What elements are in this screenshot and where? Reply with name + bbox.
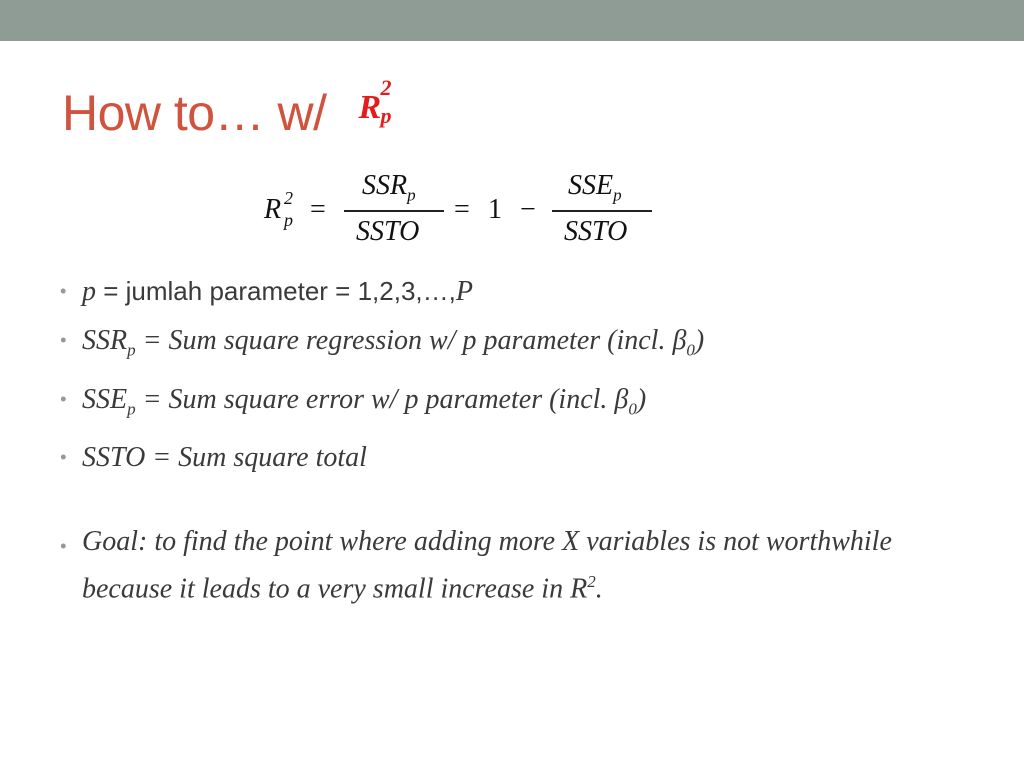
top-accent-bar bbox=[0, 0, 1024, 41]
formula-equals-2: = bbox=[454, 194, 470, 225]
bullet-ssrp-beta: β bbox=[672, 325, 687, 356]
bullet-ssep-sub: p bbox=[127, 399, 136, 419]
frac1-num-sub: p bbox=[407, 185, 416, 205]
bullet-ssto-text: SSTO = Sum square total bbox=[82, 442, 367, 474]
bullet-ssrp-beta-sub: 0 bbox=[686, 340, 695, 360]
frac1-num-base: SSR bbox=[362, 170, 408, 201]
title-math-r2p bbox=[358, 75, 392, 128]
frac2-denominator: SSTO bbox=[564, 216, 628, 247]
bullet-dot: • bbox=[60, 447, 67, 468]
title-text: How to… w/ bbox=[62, 85, 327, 141]
frac1-numerator bbox=[362, 170, 416, 206]
r2p-formula bbox=[262, 168, 662, 258]
bullet-dot: • bbox=[60, 330, 67, 350]
frac1-denominator: SSTO bbox=[356, 216, 420, 247]
bullet-p-end: P bbox=[455, 276, 473, 307]
bullet-p bbox=[60, 275, 960, 308]
bullet-ssep-text: = Sum square error w/ p parameter (incl. bbox=[135, 383, 615, 415]
title-math-sub: p bbox=[380, 103, 392, 128]
bullet-goal bbox=[60, 522, 960, 609]
bullet-goal-sup: 2 bbox=[587, 572, 596, 592]
frac2-numerator bbox=[568, 170, 622, 206]
bullet-ssrp-close: ) bbox=[694, 325, 705, 356]
bullet-ssep-beta: β bbox=[614, 383, 629, 415]
frac2-bar bbox=[552, 210, 652, 212]
bullet-ssep-beta-sub: 0 bbox=[628, 399, 637, 419]
frac1-bar bbox=[344, 210, 444, 212]
formula-lhs-sup: 2 bbox=[284, 188, 293, 208]
bullet-ssep bbox=[60, 383, 960, 426]
bullet-dot: • bbox=[60, 536, 67, 557]
bullet-ssrp bbox=[60, 324, 960, 367]
bullet-ssep-base: SSE bbox=[82, 383, 128, 415]
formula-equals-1: = bbox=[310, 194, 326, 225]
formula-lhs-sub: p bbox=[284, 210, 293, 230]
bullet-dot: • bbox=[60, 388, 67, 409]
bullet-goal-end: . bbox=[595, 573, 603, 605]
bullet-p-text: jumlah parameter = 1,2,3,…, bbox=[125, 276, 456, 306]
formula-minus: − bbox=[520, 194, 536, 225]
bullet-ssto bbox=[60, 441, 960, 474]
bullet-dot: • bbox=[60, 281, 67, 301]
frac2-num-base: SSE bbox=[568, 170, 614, 201]
slide-title bbox=[62, 75, 392, 154]
bullet-ssrp-sub: p bbox=[127, 340, 136, 360]
bullet-p-var: p bbox=[82, 276, 96, 307]
frac2-num-sub: p bbox=[613, 185, 622, 205]
bullet-ssep-close: ) bbox=[636, 383, 647, 415]
title-math-sup: 2 bbox=[380, 75, 392, 100]
title-math-base: R bbox=[358, 89, 381, 126]
bullet-goal-text: Goal: to find the point where adding more X variables is not worthwhile because it leads to a very small increase in R bbox=[82, 526, 892, 605]
formula-one: 1 bbox=[488, 194, 502, 225]
bullet-p-eq: = bbox=[96, 276, 126, 306]
bullet-ssrp-text: = Sum square regression w/ p parameter (incl. bbox=[135, 325, 673, 356]
bullet-ssrp-base: SSR bbox=[82, 325, 128, 356]
bullet-list bbox=[60, 275, 960, 626]
formula-lhs-base: R bbox=[264, 194, 282, 225]
